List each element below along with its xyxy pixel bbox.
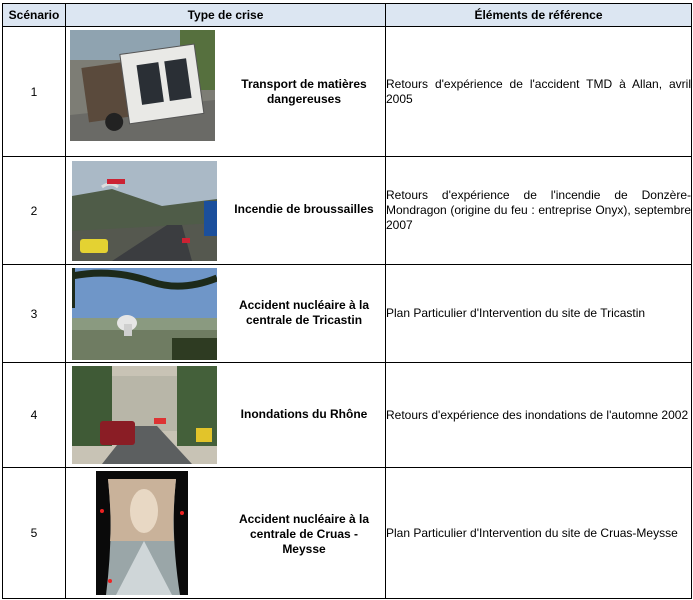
crisis-type-label	[229, 512, 379, 557]
crisis-type-label	[229, 407, 379, 422]
crisis-type-line: Inondations du Rhône	[240, 407, 368, 421]
crisis-type-line: Accident nucléaire à la	[238, 298, 370, 312]
scenario-number: 3	[3, 265, 66, 363]
rhone-flood-photo	[72, 366, 217, 464]
reference-text: Plan Particulier d'Intervention du site de Cruas-Meysse	[386, 468, 692, 599]
header-elements: Éléments de référence	[386, 4, 692, 27]
table-row	[3, 265, 692, 363]
table-row	[3, 468, 692, 599]
reference-text: Retours d'expérience de l'incendie de Donzère-Mondragon (origine du feu : entreprise Onyx), septembre 2007	[386, 157, 692, 265]
reference-text: Retours d'expérience de l'accident TMD à Allan, avril 2005	[386, 27, 692, 157]
table-row	[3, 27, 692, 157]
header-type: Type de crise	[66, 4, 386, 27]
crisis-type-cell	[66, 363, 386, 468]
crisis-table	[2, 3, 692, 599]
overturned-truck-photo	[70, 30, 215, 141]
scenario-number: 4	[3, 363, 66, 468]
reference-text: Plan Particulier d'Intervention du site de Tricastin	[386, 265, 692, 363]
crisis-type-line: Incendie de broussailles	[234, 202, 374, 216]
crisis-type-cell	[66, 468, 386, 599]
crisis-type-line: centrale de Tricastin	[245, 313, 363, 327]
tricastin-plant-photo	[72, 268, 217, 360]
crisis-type-label	[229, 298, 379, 328]
crisis-type-label	[229, 202, 379, 217]
crisis-type-line: dangereuses	[266, 92, 342, 106]
reference-text: Retours d'expérience des inondations de l'automne 2002	[386, 363, 692, 468]
cruas-cooling-tower-photo	[96, 471, 188, 595]
scenario-number: 1	[3, 27, 66, 157]
crisis-type-cell	[66, 27, 386, 157]
header-scenario: Scénario	[3, 4, 66, 27]
table-row	[3, 363, 692, 468]
crisis-type-line: centrale de Cruas -	[249, 527, 359, 541]
header-row	[3, 4, 692, 27]
scenario-number: 5	[3, 468, 66, 599]
crisis-type-line: Transport de matières	[241, 77, 367, 91]
crisis-type-cell	[66, 157, 386, 265]
scenario-number: 2	[3, 157, 66, 265]
table-row	[3, 157, 692, 265]
crisis-type-line: Meysse	[282, 542, 326, 556]
crisis-type-label	[229, 77, 379, 107]
crisis-type-cell	[66, 265, 386, 363]
brush-fire-photo	[72, 161, 217, 261]
crisis-type-line: Accident nucléaire à la	[238, 512, 370, 526]
